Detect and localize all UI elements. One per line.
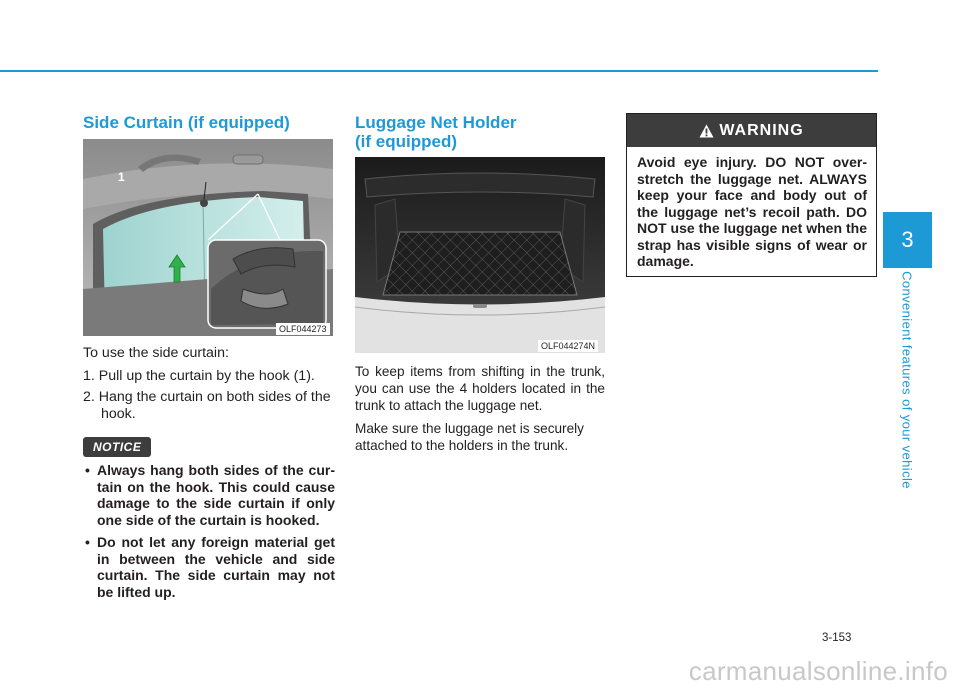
page-number: 3-153 (822, 632, 852, 644)
image-code-side-curtain: OLF044273 (276, 323, 330, 335)
paragraph: Make sure the luggage net is securely attached to the holders in the trunk. (355, 421, 584, 453)
warning-header (627, 114, 876, 147)
side-curtain-illustration (83, 139, 333, 336)
notice-bullet: • (85, 462, 90, 478)
warning-text: Avoid eye injury. DO NOT over-stretch the luggage net. ALWAYS keep your face and body out of the luggage net’s recoil path. DO NOT use the luggage net when the strap has visible signs of wear or damage. (637, 154, 867, 269)
notice-item: • Do not let any foreign material get in between the vehicle and side curtain. The side curtain may not be lifted up. (85, 534, 335, 600)
step-item: 2. Hang the curtain on both sides of the hook. (83, 389, 331, 422)
step-item: 1. Pull up the curtain by the hook (1). (83, 368, 315, 384)
intro-text: To use the side curtain: (83, 345, 229, 361)
notice-label: NOTICE (83, 437, 151, 457)
top-rule (0, 70, 878, 72)
chapter-number: 3 (901, 227, 914, 252)
luggage-net-photo (355, 157, 605, 353)
warning-box (626, 113, 877, 277)
warning-triangle-icon (699, 124, 714, 138)
chapter-title: Convenient features of your vehicle (899, 271, 915, 489)
section-heading-luggage-net: Luggage Net Holder (if equipped) (355, 113, 517, 151)
callout-number: 1 (118, 171, 125, 183)
image-code-luggage-net: OLF044274N (538, 340, 598, 352)
notice-item: • Always hang both sides of the cur-tain on the hook. This could cause damage to the side curtain if only one side of the curtain is hooked. (85, 462, 335, 528)
notice-list (85, 462, 335, 606)
warning-title: WARNING (719, 121, 804, 139)
steps-list (83, 368, 335, 423)
side-curtain-instructions (83, 345, 335, 427)
watermark: carmanualsonline.info (688, 656, 948, 686)
paragraph: To keep items from shifting in the trunk, you can use the 4 holders located in the trunk to attach the luggage net. (355, 364, 605, 413)
section-heading-side-curtain: Side Curtain (if equipped) (83, 113, 290, 132)
chapter-tab (883, 212, 932, 268)
luggage-net-text (355, 363, 605, 460)
notice-bullet: • (85, 534, 90, 550)
